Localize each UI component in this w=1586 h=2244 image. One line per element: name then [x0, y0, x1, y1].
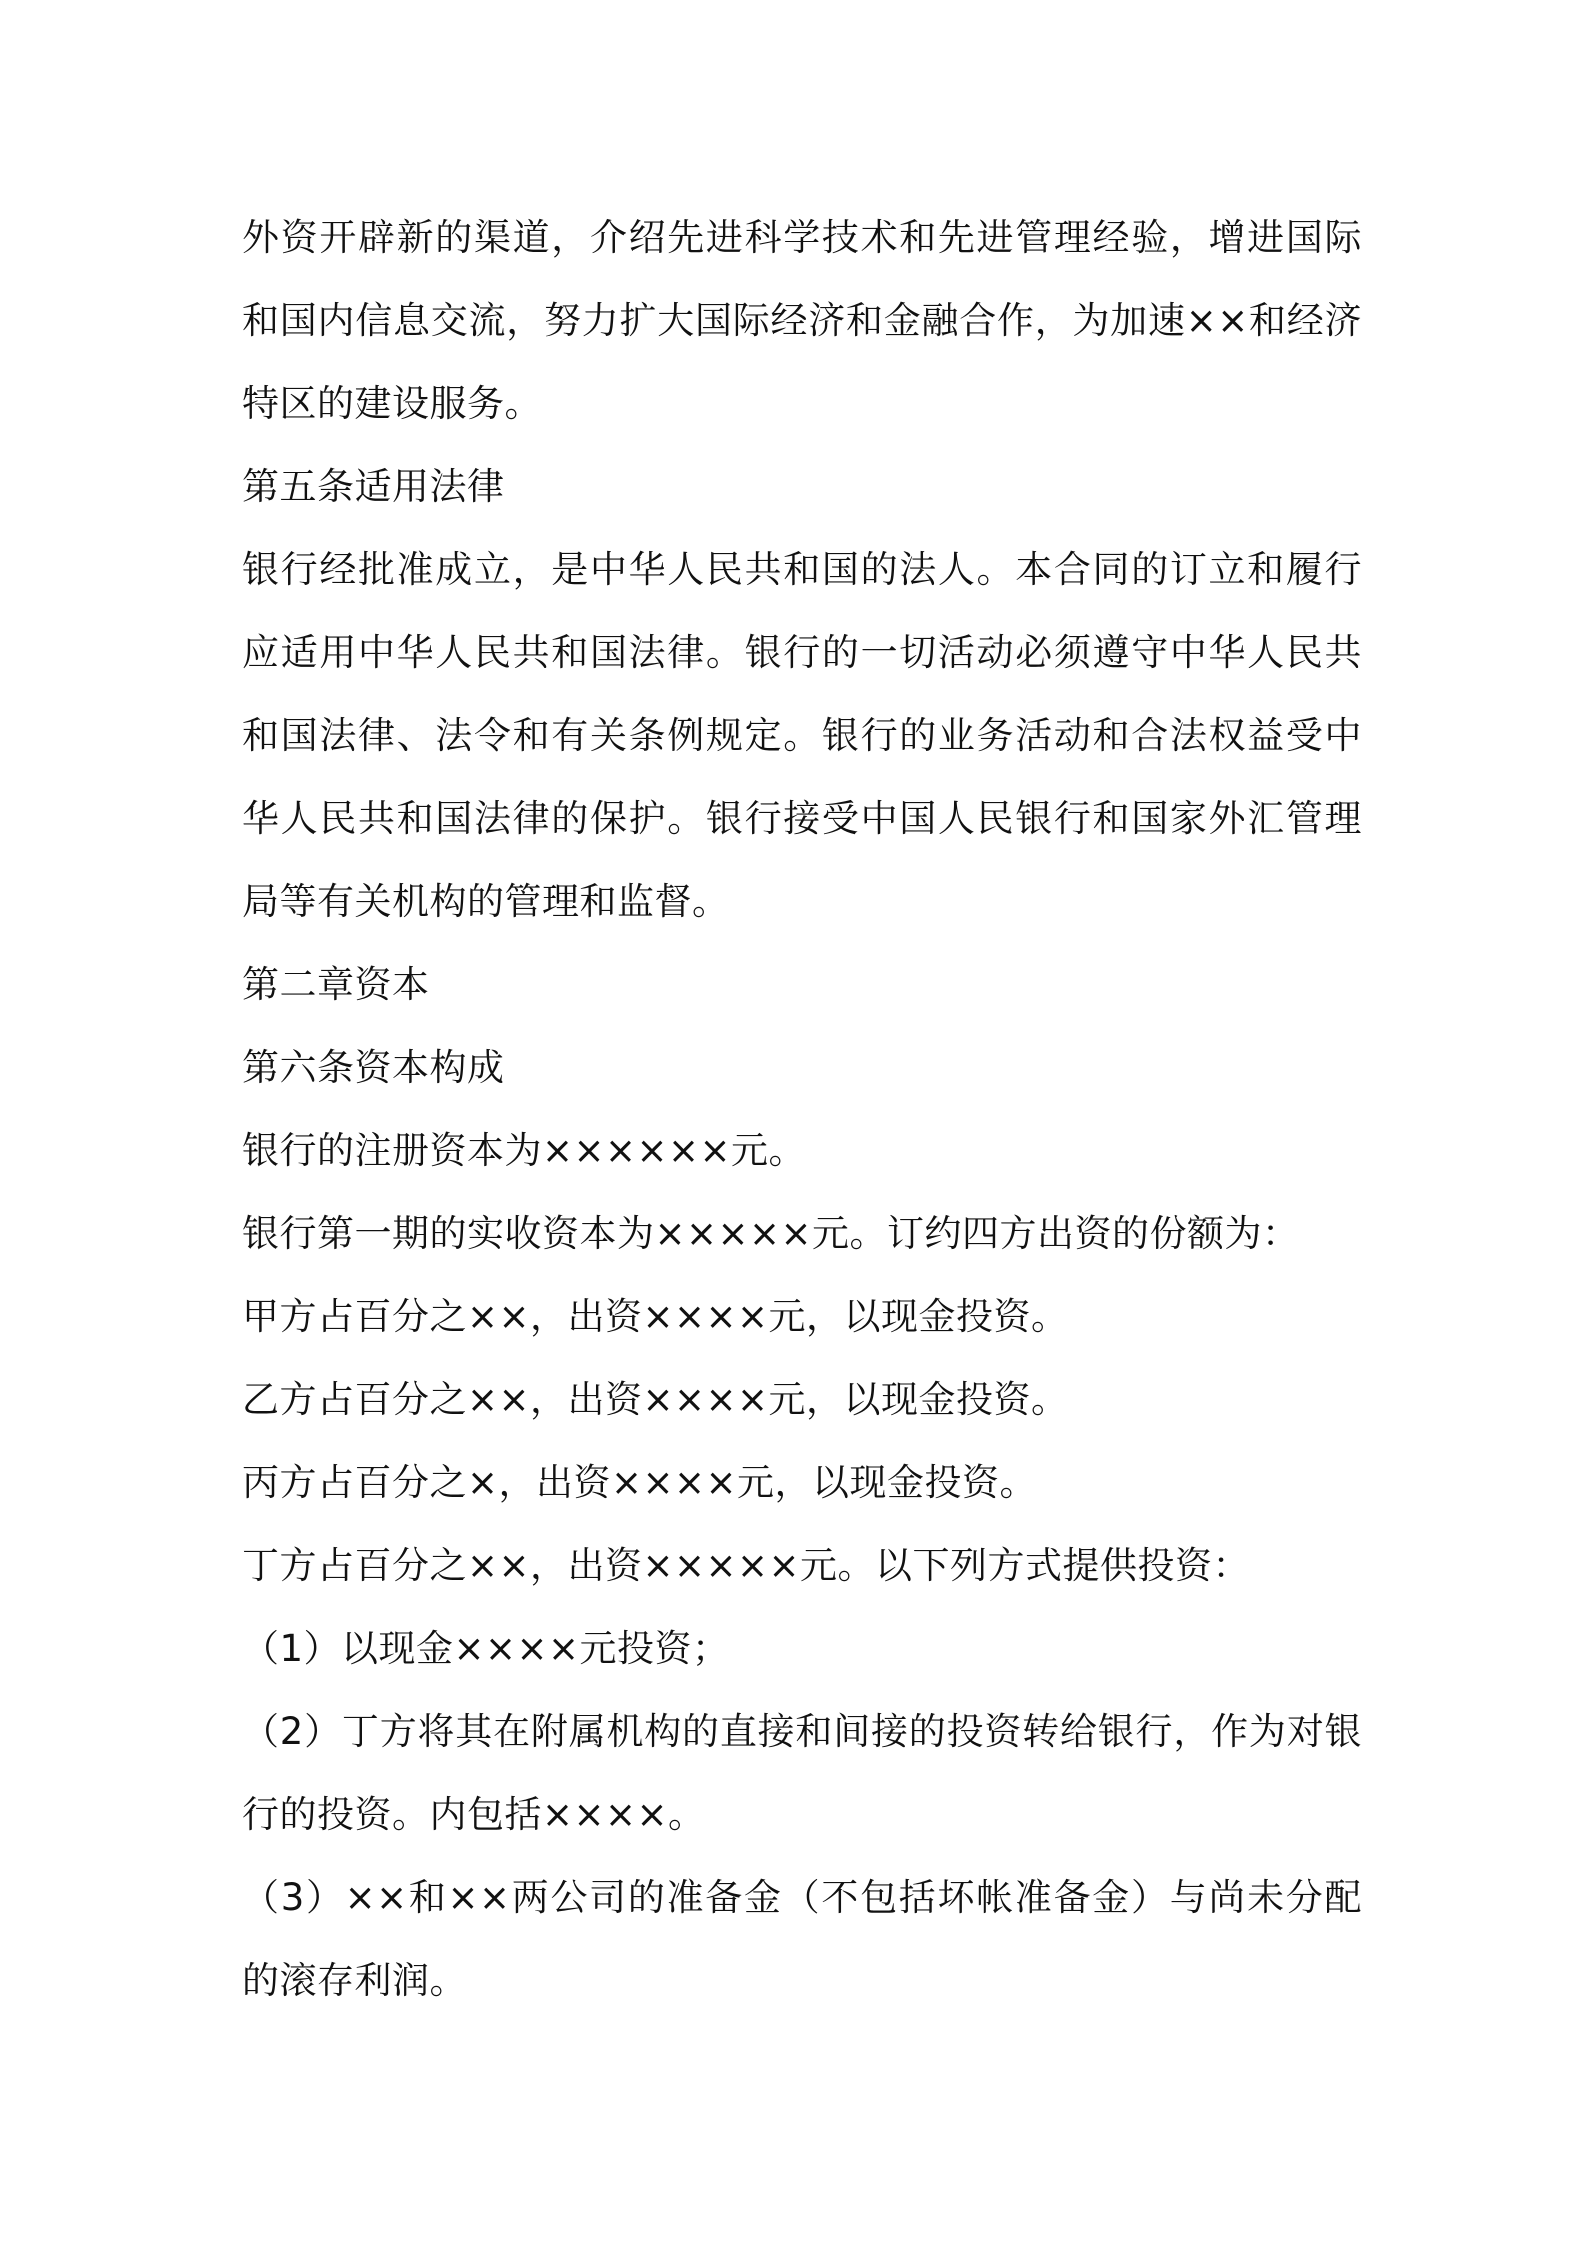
paid-in-capital-line: 银行第一期的实收资本为×××××元。订约四方出资的份额为： [242, 1212, 1300, 1255]
registered-capital-line: 银行的注册资本为××××××元。 [242, 1129, 807, 1172]
list-item-3: （3）××和××两公司的准备金（不包括坏帐准备金）与尚未分配的滚存利润。 [242, 1876, 1362, 2002]
article-5-body: 银行经批准成立，是中华人民共和国的法人。本合同的订立和履行应适用中华人民共和国法律。银行的一切活动必须遵守中华人民共和国法律、法令和有关条例规定。银行的业务活动和合法权益受中华人民共和国法律的保护。银行接受中国人民银行和国家外汇管理局等有关机构的管理和监督。 [242, 548, 1362, 923]
list-item-2: （2）丁方将其在附属机构的直接和间接的投资转给银行，作为对银行的投资。内包括××××。 [242, 1710, 1362, 1836]
article-6-heading: 第六条资本构成 [242, 1046, 505, 1089]
paragraph-purpose-continued: 外资开辟新的渠道，介绍先进科学技术和先进管理经验，增进国际和国内信息交流，努力扩大国际经济和金融合作，为加速××和经济特区的建设服务。 [242, 216, 1362, 425]
party-c-share: 丙方占百分之×，出资××××元，以现金投资。 [242, 1461, 1038, 1504]
chapter-2-heading: 第二章资本 [242, 963, 430, 1006]
party-d-share: 丁方占百分之××，出资×××××元。以下列方式提供投资： [242, 1544, 1251, 1587]
document-body [242, 196, 1362, 2022]
article-5-heading: 第五条适用法律 [242, 465, 505, 508]
party-a-share: 甲方占百分之××，出资××××元，以现金投资。 [242, 1295, 1069, 1338]
list-item-1: （1）以现金××××元投资； [242, 1627, 730, 1670]
party-b-share: 乙方占百分之××，出资××××元，以现金投资。 [242, 1378, 1069, 1421]
